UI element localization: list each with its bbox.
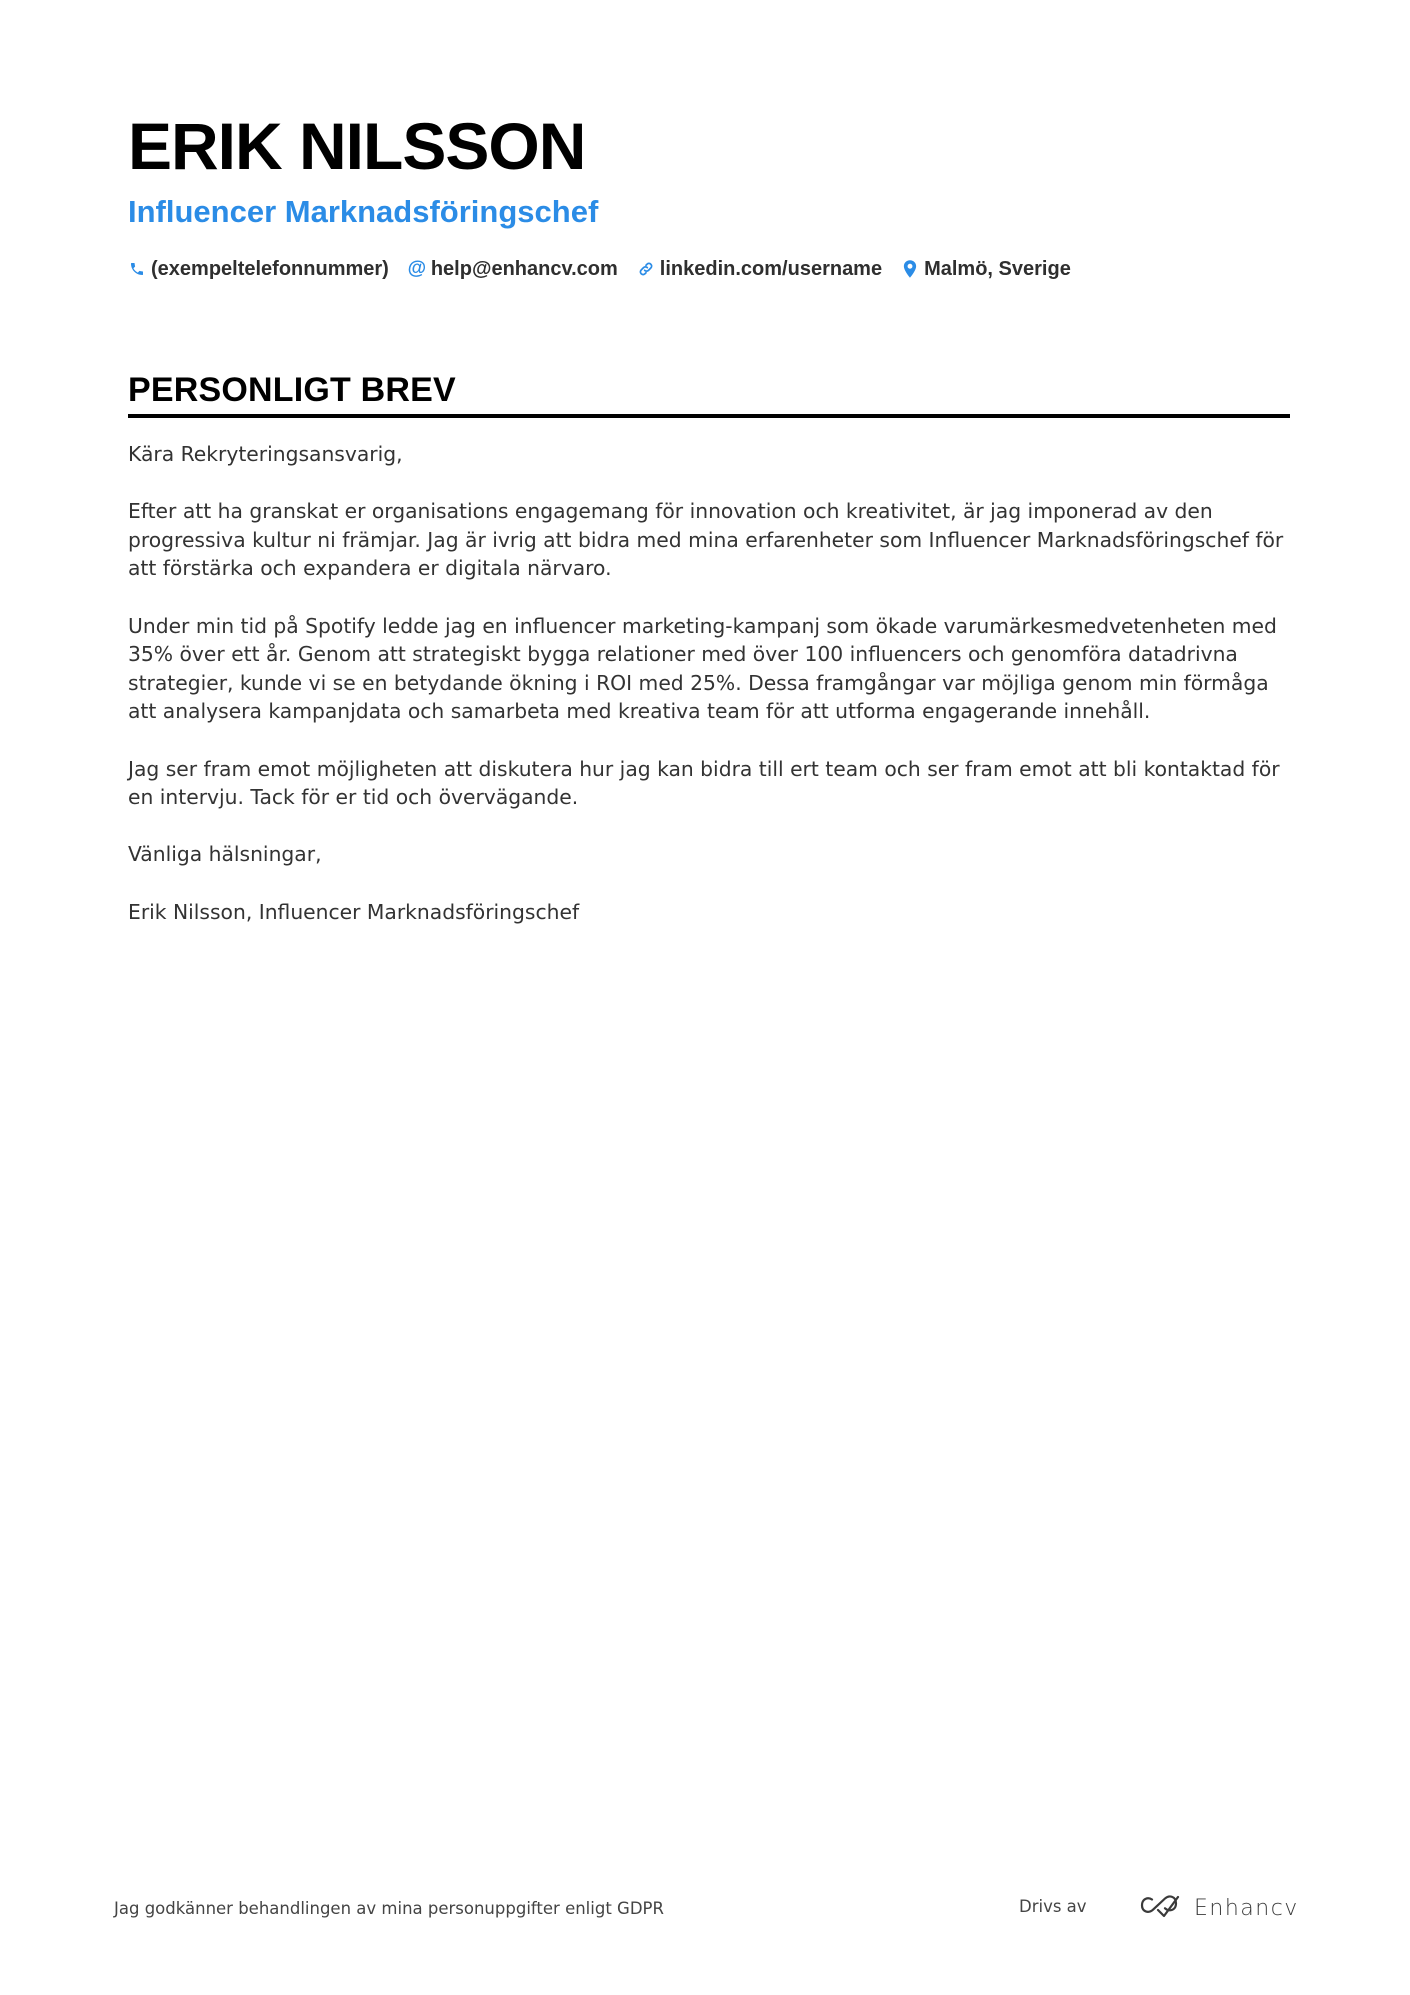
footer bbox=[114, 1893, 1299, 1923]
contact-linkedin[interactable] bbox=[637, 258, 882, 281]
candidate-name: ERIK NILSSON bbox=[128, 109, 586, 183]
link-icon bbox=[637, 259, 655, 279]
enhancv-logo-icon bbox=[1138, 1893, 1186, 1923]
cover-letter-page bbox=[128, 108, 1290, 955]
contact-phone-text: (exempeltelefonnummer) bbox=[151, 257, 389, 280]
contact-email[interactable] bbox=[408, 258, 618, 281]
contact-bar bbox=[128, 254, 1290, 284]
letter-paragraph-3: Jag ser fram emot möjligheten att diskutera hur jag kan bidra till ert team och ser fram emot att bli kontaktad för en intervju. Tack för er tid och övervägande. bbox=[128, 756, 1280, 810]
contact-email-text: help@enhancv.com bbox=[430, 257, 618, 280]
at-icon: @ bbox=[407, 258, 427, 279]
letter-paragraph-1: Efter att ha granskat er organisations engagemang för innovation och kreativitet, är jag imponerad av den progressiva kultur ni främjar. Jag är ivrig att bidra med mina erfarenheter som Influencer Marknadsföringschef för att förstärka och expandera er digitala närvaro. bbox=[128, 499, 1284, 581]
letter-greeting: Kära Rekryteringsansvarig, bbox=[128, 442, 403, 466]
contact-location-text: Malmö, Sverige bbox=[924, 257, 1071, 280]
contact-linkedin-text: linkedin.com/username bbox=[659, 257, 883, 280]
powered-by-label: Drivs av bbox=[1019, 1897, 1087, 1916]
letter-body bbox=[128, 440, 1290, 926]
letter-signature: Erik Nilsson, Influencer Marknadsföringschef bbox=[128, 899, 580, 924]
section-title: PERSONLIGT BREV bbox=[128, 371, 456, 409]
section-divider bbox=[128, 414, 1290, 418]
phone-icon bbox=[128, 259, 146, 279]
location-pin-icon bbox=[901, 259, 919, 279]
enhancv-brand[interactable] bbox=[1138, 1893, 1299, 1923]
gdpr-consent-text: Jag godkänner behandlingen av mina personuppgifter enligt GDPR bbox=[114, 1899, 664, 1918]
enhancv-brand-name: Enhancv bbox=[1194, 1895, 1299, 1921]
candidate-role: Influencer Marknadsföringschef bbox=[128, 194, 599, 229]
contact-location bbox=[901, 258, 1071, 281]
letter-paragraph-2: Under min tid på Spotify ledde jag en influencer marketing-kampanj som ökade varumärkesmedvetenheten med 35% över ett år. Genom att strategiskt bygga relationer med över 100 influencers och genomföra datadrivna strategier, kunde vi se en betydande ökning i ROI med 25%. Dessa framgångar var möjliga genom min förmåga att analysera kampanjdata och samarbeta med kreativa team för att utforma engagerande innehåll. bbox=[128, 613, 1277, 724]
letter-closing: Vänliga hälsningar, bbox=[128, 842, 322, 867]
contact-phone[interactable] bbox=[128, 258, 389, 281]
